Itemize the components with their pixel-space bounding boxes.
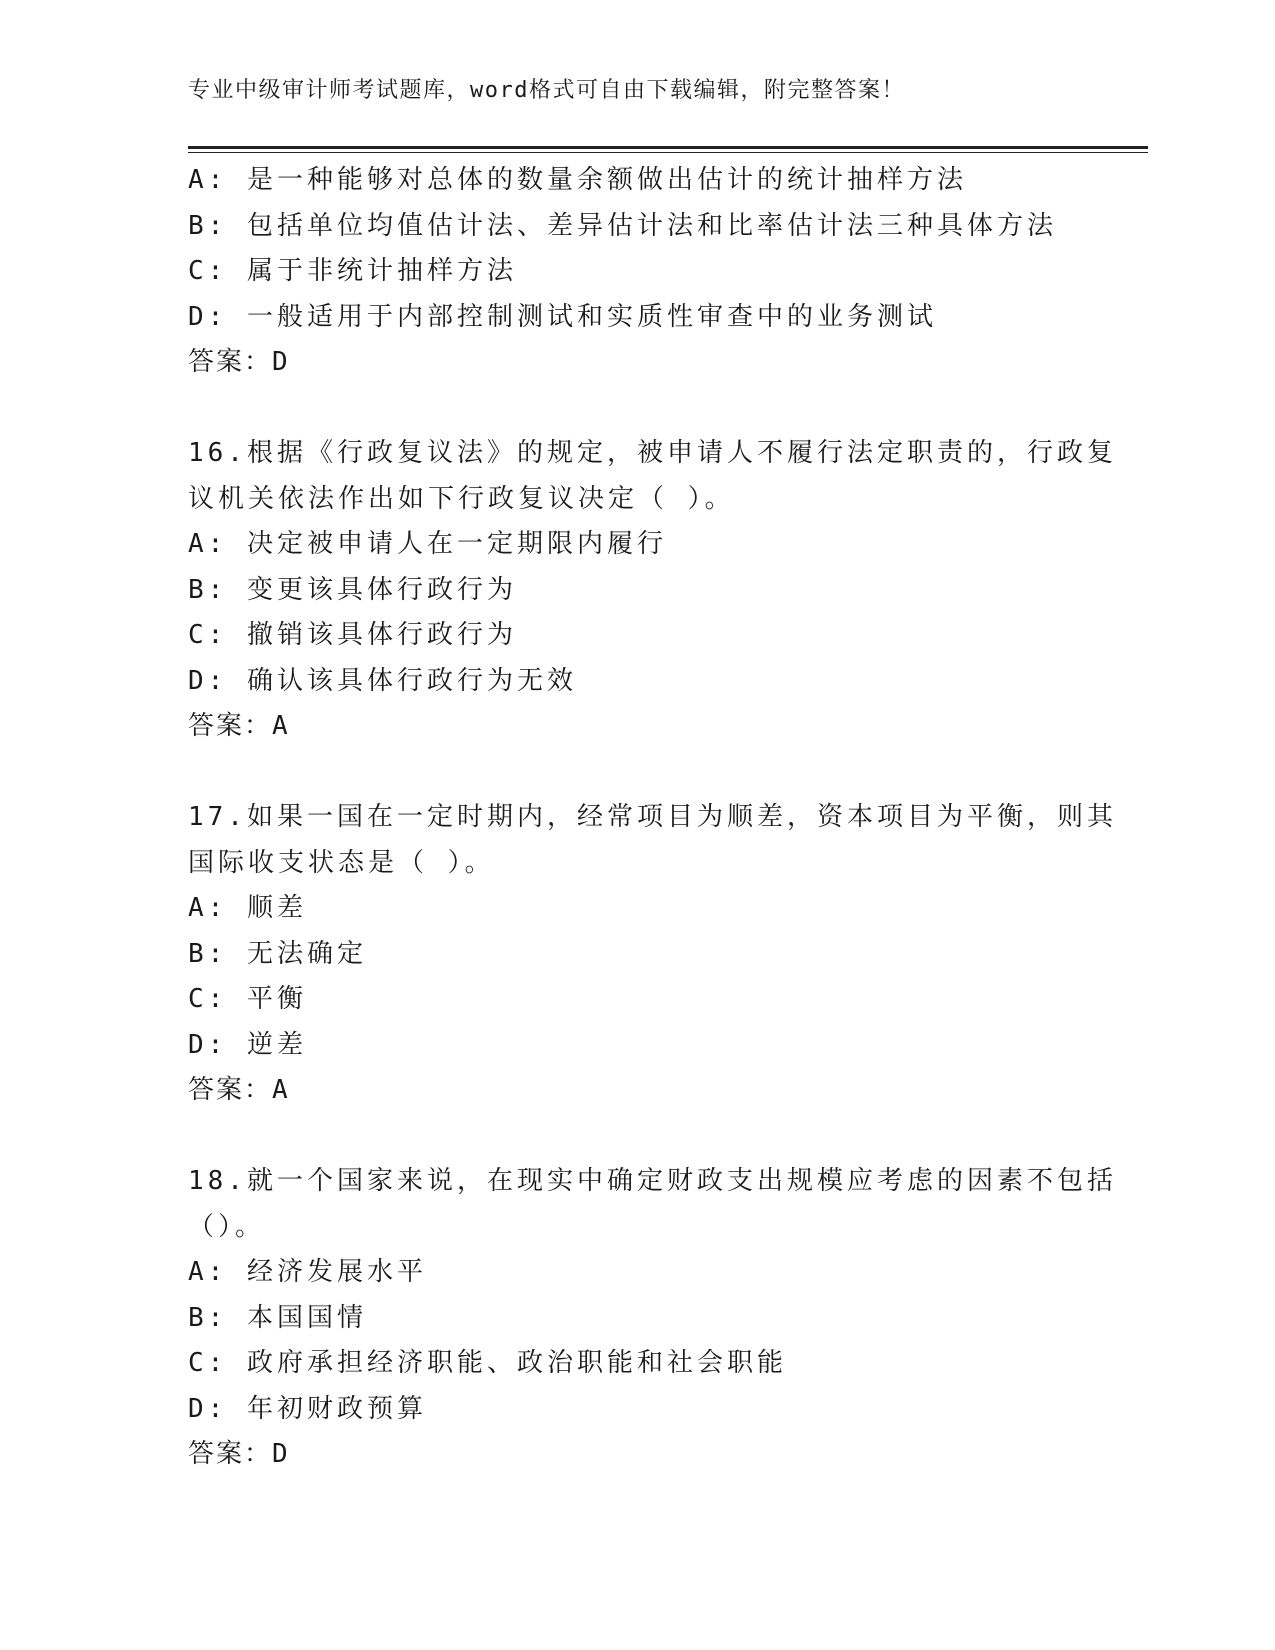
question-text: 议机关依法作出如下行政复议决定（ ）。 [188, 483, 735, 514]
question-block-17 [188, 795, 1117, 1114]
question-text: 18.就一个国家来说，在现实中确定财政支出规模应考虑的因素不包括 [188, 1166, 1117, 1196]
option-b: B: 包括单位均值估计法、差异估计法和比率估计法三种具体方法 [188, 210, 1057, 241]
option-c: C: 平衡 [188, 984, 307, 1014]
option-c: C: 撤销该具体行政行为 [188, 620, 517, 650]
page-header: 专业中级审计师考试题库，word格式可自由下载编辑，附完整答案！ [188, 78, 905, 103]
option-d: D: 逆差 [188, 1029, 307, 1060]
question-text: 国际收支状态是（ ）。 [188, 847, 495, 878]
answer-line: 答案：A [188, 1075, 290, 1105]
question-block-16 [188, 431, 1117, 750]
question-text: （）。 [188, 1211, 266, 1242]
option-b: B: 变更该具体行政行为 [188, 574, 517, 605]
answer-line: 答案：D [188, 1439, 290, 1469]
option-b: B: 本国国情 [188, 1302, 367, 1333]
header-divider [188, 146, 1148, 153]
question-list [188, 158, 1117, 1478]
option-a: A: 顺差 [188, 893, 307, 923]
option-d: D: 确认该具体行政行为无效 [188, 665, 577, 696]
option-d: D: 一般适用于内部控制测试和实质性审查中的业务测试 [188, 301, 937, 332]
question-text: 17.如果一国在一定时期内，经常项目为顺差，资本项目为平衡，则其 [188, 802, 1117, 832]
answer-line: 答案：D [188, 347, 290, 377]
option-d: D: 年初财政预算 [188, 1393, 427, 1424]
answer-line: 答案：A [188, 711, 290, 741]
question-block-15 [188, 158, 1088, 386]
option-b: B: 无法确定 [188, 938, 367, 969]
question-text: 16.根据《行政复议法》的规定，被申请人不履行法定职责的，行政复 [188, 438, 1117, 468]
option-a: A: 决定被申请人在一定期限内履行 [188, 529, 667, 559]
option-a: A: 经济发展水平 [188, 1257, 427, 1287]
option-c: C: 政府承担经济职能、政治职能和社会职能 [188, 1348, 787, 1378]
question-block-18 [188, 1159, 1117, 1478]
option-a: A: 是一种能够对总体的数量余额做出估计的统计抽样方法 [188, 165, 967, 195]
option-c: C: 属于非统计抽样方法 [188, 256, 517, 286]
